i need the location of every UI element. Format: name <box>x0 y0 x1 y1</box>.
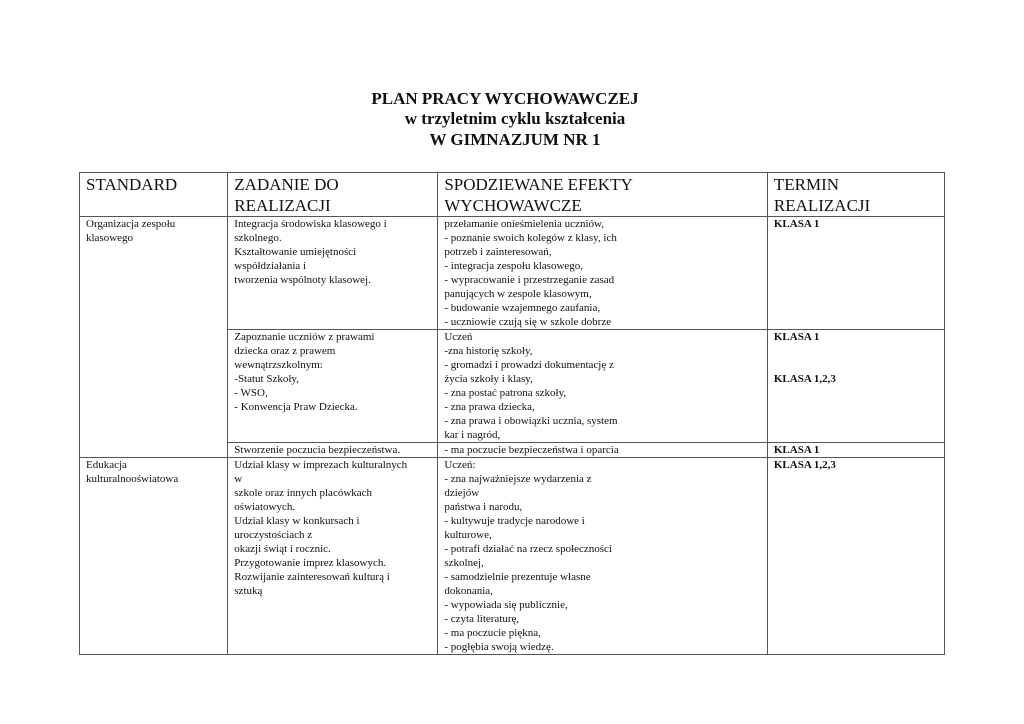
cell-line: - Konwencja Praw Dziecka. <box>234 401 358 413</box>
standard-cell <box>80 217 228 458</box>
header-efekty-line: WYCHOWAWCZE <box>444 196 582 215</box>
header-termin-line: REALIZACJI <box>773 196 871 215</box>
cell-line: - zna postać patrona szkoły, <box>444 387 567 399</box>
document-subtitle: w trzyletnim cyklu kształcenia <box>404 109 626 128</box>
cell-line: -Statut Szkoły, <box>234 373 299 385</box>
cell-line: Udział klasy w konkursach i <box>234 515 360 527</box>
zadanie-cell <box>228 443 438 458</box>
termin-cell <box>767 330 944 443</box>
cell-line: -zna historię szkoły, <box>444 345 533 357</box>
cell-line: potrzeb i zainteresowań, <box>444 246 552 258</box>
cell-line: - gromadzi i prowadzi dokumentację z <box>444 359 614 371</box>
cell-line: - poznanie swoich kolegów z klasy, ich <box>444 232 617 244</box>
cell-line: panujących w zespole klasowym, <box>444 288 592 300</box>
cell-line: współdziałania i <box>234 260 307 272</box>
cell-line: wewnątrzszkolnym: <box>234 359 323 371</box>
cell-line: Kształtowanie umiejętności <box>234 246 357 258</box>
cell-line: KLASA 1,2,3 <box>773 459 836 471</box>
cell-line: Uczeń: <box>444 459 476 471</box>
table-row <box>80 458 945 655</box>
zadanie-cell <box>228 217 438 330</box>
cell-line: szkole oraz innych placówkach <box>234 487 373 499</box>
cell-line: Zapoznanie uczniów z prawami <box>234 331 375 343</box>
cell-line: - czyta literaturę, <box>444 613 520 625</box>
cell-line: - pogłębia swoją wiedzę. <box>444 641 554 653</box>
cell-line: KLASA 1 <box>773 331 820 343</box>
cell-line: - kultywuje tradycje narodowe i <box>444 515 585 527</box>
header-termin-line: TERMIN <box>773 175 840 194</box>
cell-line: dokonania, <box>444 585 493 597</box>
cell-line: przełamanie onieśmielenia uczniów, <box>444 218 604 230</box>
efekty-cell <box>438 330 768 443</box>
efekty-cell <box>438 217 768 330</box>
cell-line: tworzenia wspólnoty klasowej. <box>234 274 371 286</box>
cell-line: KLASA 1 <box>773 218 820 230</box>
cell-line: oświatowych. <box>234 501 296 513</box>
header-zadanie-line: REALIZACJI <box>234 196 331 215</box>
termin-cell <box>767 443 944 458</box>
cell-line: - uczniowie czują się w szkole dobrze <box>444 316 612 328</box>
cell-line: - zna najważniejsze wydarzenia z <box>444 473 592 485</box>
cell-line: Udział klasy w imprezach kulturalnych <box>234 459 408 471</box>
cell-line: w <box>234 473 243 485</box>
standard-cell <box>80 458 228 655</box>
cell-line: Uczeń <box>444 331 473 343</box>
header-standard-label: STANDARD <box>86 175 178 194</box>
cell-line: KLASA 1 <box>773 444 820 456</box>
header-row <box>80 173 945 217</box>
zadanie-cell <box>228 330 438 443</box>
header-efekty <box>438 173 768 217</box>
cell-line: sztuką <box>234 585 263 597</box>
header-zadanie <box>228 173 438 217</box>
cell-line: Stworzenie poczucia bezpieczeństwa. <box>234 444 401 456</box>
cell-line: Organizacja zespołu <box>86 218 176 230</box>
cell-line: Edukacja <box>86 459 127 471</box>
cell-line: kulturalnooświatowa <box>86 473 179 485</box>
cell-line: kulturowe, <box>444 529 492 541</box>
school-name: W GIMNAZJUM NR 1 <box>429 130 601 149</box>
spacer <box>774 344 944 372</box>
termin-cell <box>767 217 944 330</box>
cell-line: - budowanie wzajemnego zaufania, <box>444 302 601 314</box>
zadanie-cell <box>228 458 438 655</box>
efekty-cell <box>438 458 768 655</box>
cell-line: Przygotowanie imprez klasowych. <box>234 557 387 569</box>
cell-line: okazji świąt i rocznic. <box>234 543 331 555</box>
cell-line: kar i nagród, <box>444 429 501 441</box>
plan-table <box>79 172 945 655</box>
cell-line: - samodzielnie prezentuje własne <box>444 571 591 583</box>
cell-line: KLASA 1,2,3 <box>773 373 836 385</box>
header-efekty-line: SPODZIEWANE EFEKTY <box>444 175 633 194</box>
efekty-cell <box>438 443 768 458</box>
termin-cell <box>767 458 944 655</box>
cell-line: Rozwijanie zainteresowań kulturą i <box>234 571 390 583</box>
table-row <box>80 217 945 330</box>
cell-line: - ma poczucie piękna, <box>444 627 541 639</box>
cell-line: - potrafi działać na rzecz społeczności <box>444 543 612 555</box>
cell-line: - ma poczucie bezpieczeństwa i oparcia <box>444 444 619 456</box>
cell-line: klasowego <box>86 232 134 244</box>
header-zadanie-line: ZADANIE DO <box>234 175 339 194</box>
header-termin <box>767 173 944 217</box>
document-title: PLAN PRACY WYCHOWAWCZEJ <box>371 89 639 108</box>
cell-line: - wypracowanie i przestrzeganie zasad <box>444 274 615 286</box>
cell-line: dziecka oraz z prawem <box>234 345 336 357</box>
cell-line: uroczystościach z <box>234 529 313 541</box>
cell-line: - integracja zespołu klasowego, <box>444 260 584 272</box>
cell-line: państwa i narodu, <box>444 501 523 513</box>
cell-line: szkolnego. <box>234 232 282 244</box>
cell-line: życia szkoły i klasy, <box>444 373 533 385</box>
cell-line: Integracja środowiska klasowego i <box>234 218 387 230</box>
cell-line: - WSO, <box>234 387 268 399</box>
cell-line: - wypowiada się publicznie, <box>444 599 568 611</box>
cell-line: - zna prawa dziecka, <box>444 401 535 413</box>
cell-line: - zna prawa i obowiązki ucznia, system <box>444 415 618 427</box>
cell-line: szkolnej, <box>444 557 484 569</box>
cell-line: dziejów <box>444 487 480 499</box>
header-standard <box>80 173 228 217</box>
